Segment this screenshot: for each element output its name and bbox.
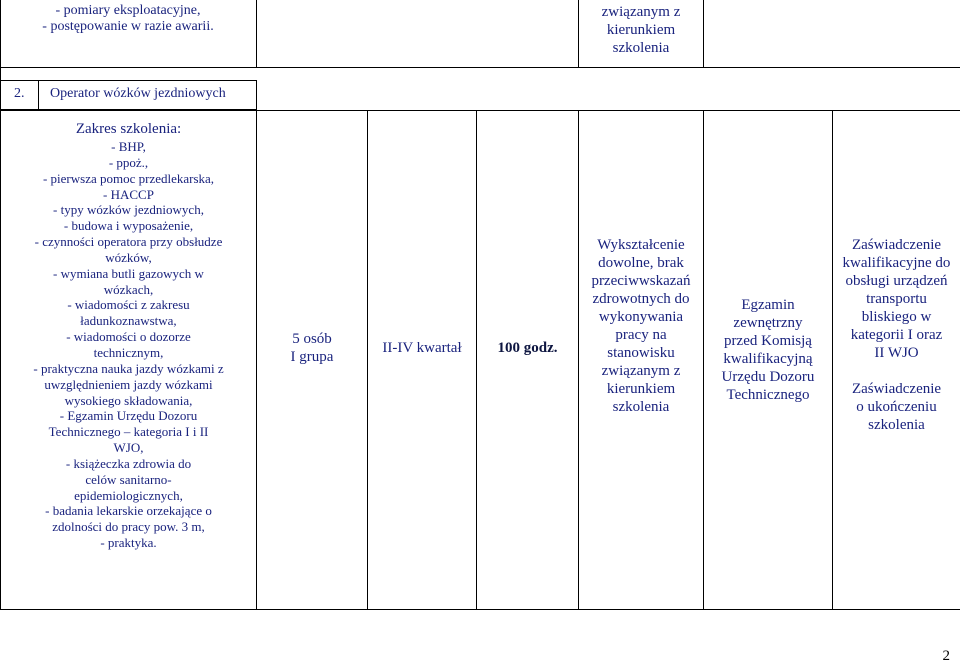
scope-item: - praktyka. <box>100 535 157 551</box>
scope-item: - badania lekarskie orzekające o <box>45 503 212 519</box>
education-line: kierunkiem <box>606 381 676 397</box>
scope-item: epidemiologicznych, <box>74 487 183 503</box>
exam-line: Egzamin <box>741 297 795 313</box>
certificate-line: transportu <box>866 291 927 307</box>
main-border-bottom <box>0 609 960 610</box>
scope-title: Zakres szkolenia: <box>75 121 182 137</box>
education-cell <box>579 236 703 416</box>
scope-item: wózkach, <box>103 281 154 297</box>
prev-education-tail <box>579 3 703 57</box>
scope-item: - wymiana butli gazowych w <box>53 265 204 281</box>
exam-line: kwalifikacyjną <box>723 351 813 367</box>
scope-item: - książeczka zdrowia do <box>65 455 192 471</box>
education-line: stanowisku <box>607 345 675 361</box>
scope-item: - wiadomości z zakresu <box>67 297 190 313</box>
header-row-left <box>0 68 1 110</box>
certificate-line: obsługi urządzeń <box>845 273 948 289</box>
certificates-cell <box>833 236 960 434</box>
scope-item: ładunkoznawstwa, <box>80 313 177 329</box>
hours-cell <box>477 339 578 357</box>
prev-education-line: kierunkiem <box>606 22 676 38</box>
term-value: II-IV kwartał <box>382 340 462 356</box>
scope-item: Technicznego – kategoria I i II <box>48 424 209 440</box>
scope-item: uwzględnieniem jazdy wózkami <box>44 376 213 392</box>
participants-cell <box>257 330 367 366</box>
table-border-col3-top <box>703 0 704 68</box>
prev-scope-line: - pomiary eksploatacyjne, <box>55 3 201 18</box>
education-line: szkolenia <box>612 399 670 415</box>
header-row-title-right <box>256 80 257 110</box>
scope-item: - budowa i wyposażenie, <box>63 218 194 234</box>
education-line: wykonywania <box>598 309 684 325</box>
scope-item: wózków, <box>105 249 152 265</box>
row-number: 2. <box>14 86 25 101</box>
scope-item: technicznym, <box>93 344 164 360</box>
education-line: związanym z <box>601 363 681 379</box>
exam-line: Urzędu Dozoru <box>721 369 815 385</box>
scope-item: celów sanitarno- <box>85 471 172 487</box>
participants-line: I grupa <box>290 349 334 365</box>
education-line: dowolne, brak <box>598 255 684 271</box>
hours-value: 100 godz. <box>497 340 558 356</box>
header-row-num-divider <box>38 80 39 110</box>
certificate-line: kategorii I oraz <box>850 327 943 343</box>
certificate-line: kwalifikacyjne do <box>842 255 951 271</box>
main-col-3 <box>476 110 477 610</box>
scope-item: - BHP, <box>111 139 146 154</box>
exam-line: przed Komisją <box>724 333 812 349</box>
scope-item: - praktyczna nauka jazdy wózkami z <box>33 360 224 376</box>
row-title: Operator wózków jezdniowych <box>50 86 226 101</box>
page-number: 2 <box>942 648 950 664</box>
scope-item: - typy wózków jezdniowych, <box>53 202 204 218</box>
certificate-line: II WJO <box>874 345 919 361</box>
scope-item: - Egzamin Urzędu Dozoru <box>59 408 198 424</box>
main-border-top <box>0 110 960 111</box>
table-border-col1-top <box>256 0 257 68</box>
prev-scope-tail <box>0 3 256 35</box>
scope-item: - czynności operatora przy obsłudze <box>34 234 223 250</box>
scope-item: - pierwsza pomoc przedlekarska, <box>42 170 215 186</box>
scope-item: - ppoż., <box>108 154 149 170</box>
education-line: przeciwwskazań <box>591 273 691 289</box>
certificate-line: bliskiego w <box>861 309 932 325</box>
certificate-line: o ukończeniu <box>856 399 937 415</box>
education-line: pracy na <box>615 327 667 343</box>
term-cell <box>368 339 476 357</box>
exam-line: Technicznego <box>726 387 810 403</box>
education-line: Wykształcenie <box>597 237 685 253</box>
scope-item: - wiadomości o dozorze <box>66 329 191 345</box>
prev-education-line: szkolenia <box>612 40 670 56</box>
education-line: zdrowotnych do <box>592 291 690 307</box>
main-col-2 <box>367 110 368 610</box>
certificate-line: Zaświadczenie <box>851 237 942 253</box>
scope-item: WJO, <box>113 440 144 456</box>
certificate-line: Zaświadczenie <box>851 381 942 397</box>
exam-line: zewnętrzny <box>733 315 803 331</box>
scope-cell <box>1 120 256 551</box>
header-row-top <box>0 80 256 81</box>
scope-item: zdolności do pracy pow. 3 m, <box>52 519 205 535</box>
scope-item: - HACCP <box>103 186 154 202</box>
exam-cell <box>704 296 832 404</box>
table-border-bottom-top <box>0 67 960 68</box>
scope-item: wysokiego składowania, <box>64 392 193 408</box>
prev-education-line: związanym z <box>601 4 681 20</box>
prev-scope-line: - postępowanie w razie awarii. <box>42 19 214 34</box>
certificate-line: szkolenia <box>868 417 925 433</box>
participants-line: 5 osób <box>292 331 332 347</box>
